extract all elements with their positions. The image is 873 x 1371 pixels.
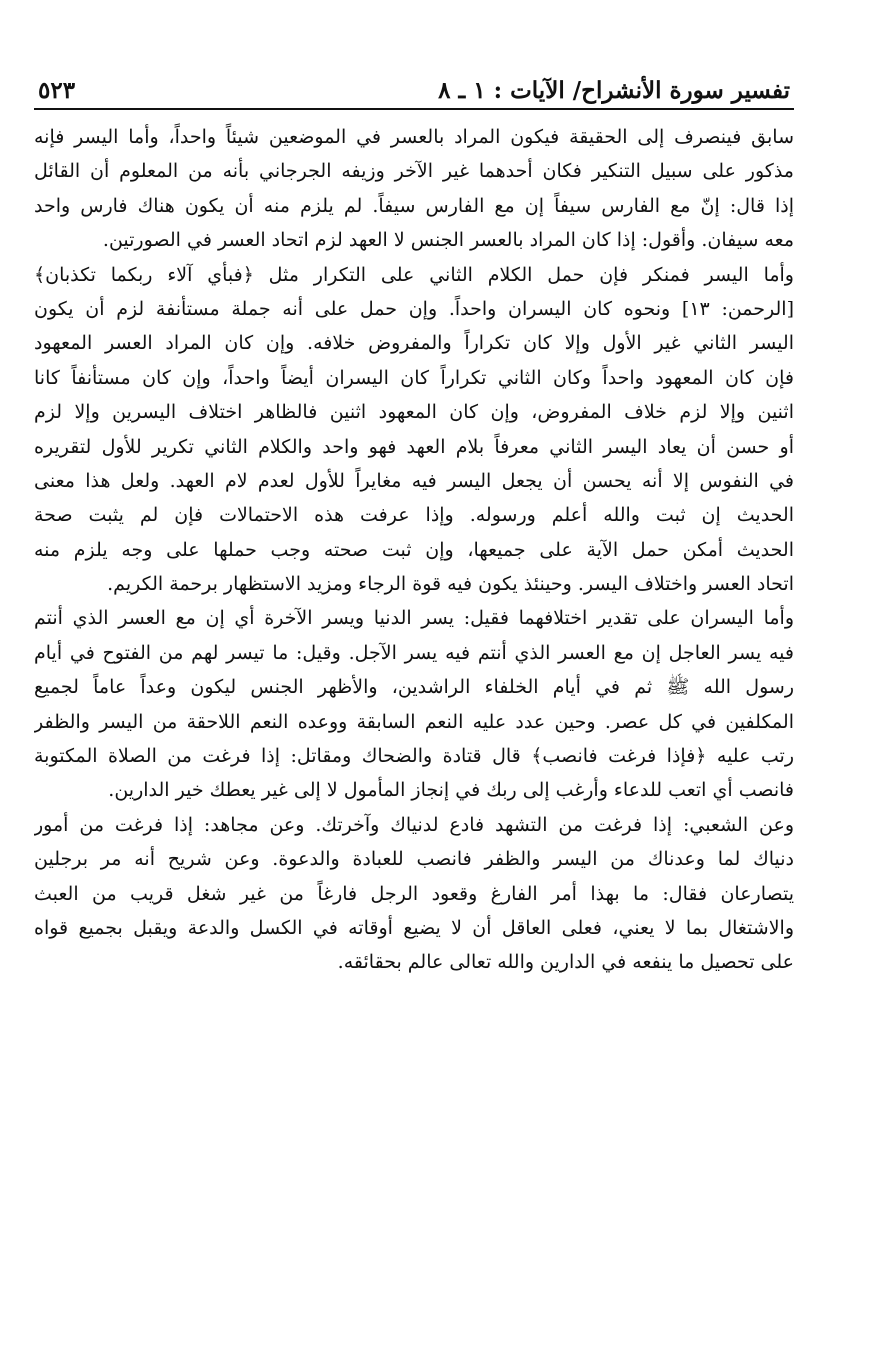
text-line: اتحاد العسر واختلاف اليسر. وحينئذ يكون فيه قوة الرجاء ومزيد الاستظهار برحمة الكريم. bbox=[107, 573, 794, 596]
text-line: الحديث أمكن حمل الآية على جميعها، وإن ثبت صحته وجب حملها على وجه يلزم منه bbox=[34, 538, 794, 561]
text-line: فانصب أي اتعب للدعاء وأرغب إلى ربك في إنجاز المأمول لا إلى غير يعطك خير الدارين. bbox=[108, 779, 794, 802]
text-line: فإن كان المعهود واحداً وكان الثاني تكراراً كان اليسران أيضاً واحداً، وإن كان مستأنفاً كانا bbox=[34, 366, 794, 389]
text-line: وأما اليسران على تقدير اختلافهما فقيل: يسر الدنيا ويسر الآخرة أي إن مع العسر الذي أنتم bbox=[34, 607, 794, 630]
text-line: دنياك لما وعدناك من اليسر والظفر فانصب للعبادة والدعوة. وعن شريح أنه مر برجلين bbox=[34, 848, 794, 871]
text-line: رسول الله ﷺ ثم في أيام الخلفاء الراشدين، والأظهر الجنس ليكون وعداً عاماً لجميع bbox=[34, 676, 794, 699]
book-page bbox=[34, 60, 794, 980]
tafsir-text bbox=[34, 120, 794, 980]
text-line: وأما اليسر فمنكر فإن حمل الكلام الثاني على التكرار مثل ﴿فبأي آلاء ربكما تكذبان﴾ bbox=[34, 263, 794, 286]
text-line: في النفوس إلا أنه يحسن أن يجعل اليسر فيه مغايراً للأول لعدم لام العهد. ولعل هذا معنى bbox=[34, 469, 794, 492]
text-line: إذا قال: إنّ مع الفارس سيفاً إن مع الفارس سيفاً. لم يلزم منه أن يكون هناك فارس واحد bbox=[34, 194, 794, 217]
text-line: يتصارعان فقال: ما بهذا أمر الفارغ وقعود الرجل فارغاً من غير شغل قريب من العبث bbox=[34, 882, 794, 905]
text-line: سابق فينصرف إلى الحقيقة فيكون المراد بالعسر في الموضعين شيئاً واحداً، وأما اليسر فإنه bbox=[34, 126, 794, 148]
text-line: معه سيفان. وأقول: إذا كان المراد بالعسر الجنس لا العهد لزم اتحاد العسر في الصورتين. bbox=[102, 229, 794, 252]
text-line: وعن الشعبي: إذا فرغت من التشهد فادع لدنياك وآخرتك. وعن مجاهد: إذا فرغت من أمور bbox=[34, 813, 794, 836]
text-line: [الرحمن: ١٣] ونحوه كان اليسران واحداً. وإن حمل على أنه جملة مستأنفة لزم أن يكون bbox=[34, 297, 794, 320]
text-line: رتب عليه ﴿فإذا فرغت فانصب﴾ قال قتادة والضحاك ومقاتل: إذا فرغت من الصلاة المكتوبة bbox=[34, 745, 794, 768]
text-line: فيه يسر العاجل إن مع العسر الذي أنتم فيه يسر الآجل. وقيل: ما تيسر لهم من الفتوح في أيام bbox=[34, 641, 794, 664]
text-line: اثنين وإلا لزم خلاف المفروض، وإن كان المعهود اثنين فالظاهر اختلاف اليسرين وإلا لزم bbox=[34, 401, 794, 424]
text-line: المكلفين في كل عصر. وحين عدد عليه النعم السابقة ووعده النعم اللاحقة من اليسر والظفر bbox=[34, 710, 794, 733]
text-line: أو حسن أن يعاد اليسر الثاني معرفاً بلام العهد فهو واحد والكلام الثاني تكرير للأول لتقريره bbox=[34, 435, 794, 458]
page-number: ٥٢٣ bbox=[38, 77, 76, 104]
text-line: الحديث إن ثبت والله أعلم ورسوله. وإذا عرفت هذه الاحتمالات فإن لم يثبت صحة bbox=[34, 504, 794, 527]
running-title: تفسير سورة الأنشراح/ الآيات : ١ ـ ٨ bbox=[438, 77, 790, 104]
text-line: اليسر الثاني غير الأول وإلا كان تكراراً والمفروض خلافه. وإن كان المراد العسر المعهود bbox=[34, 332, 794, 355]
text-line: والاشتغال بما لا يعني، فعلى العاقل أن لا يضيع أوقاته في الكسل والدعة ويقبل بجميع قواه bbox=[34, 916, 794, 939]
text-line: مذكور على سبيل التنكير فكان أحدهما غير الآخر وزيفه الجرجاني بأنه من المعلوم أن القائل bbox=[34, 160, 794, 183]
page-header bbox=[34, 60, 794, 110]
text-line: على تحصيل ما ينفعه في الدارين والله تعالى عالم بحقائقه. bbox=[337, 951, 794, 974]
